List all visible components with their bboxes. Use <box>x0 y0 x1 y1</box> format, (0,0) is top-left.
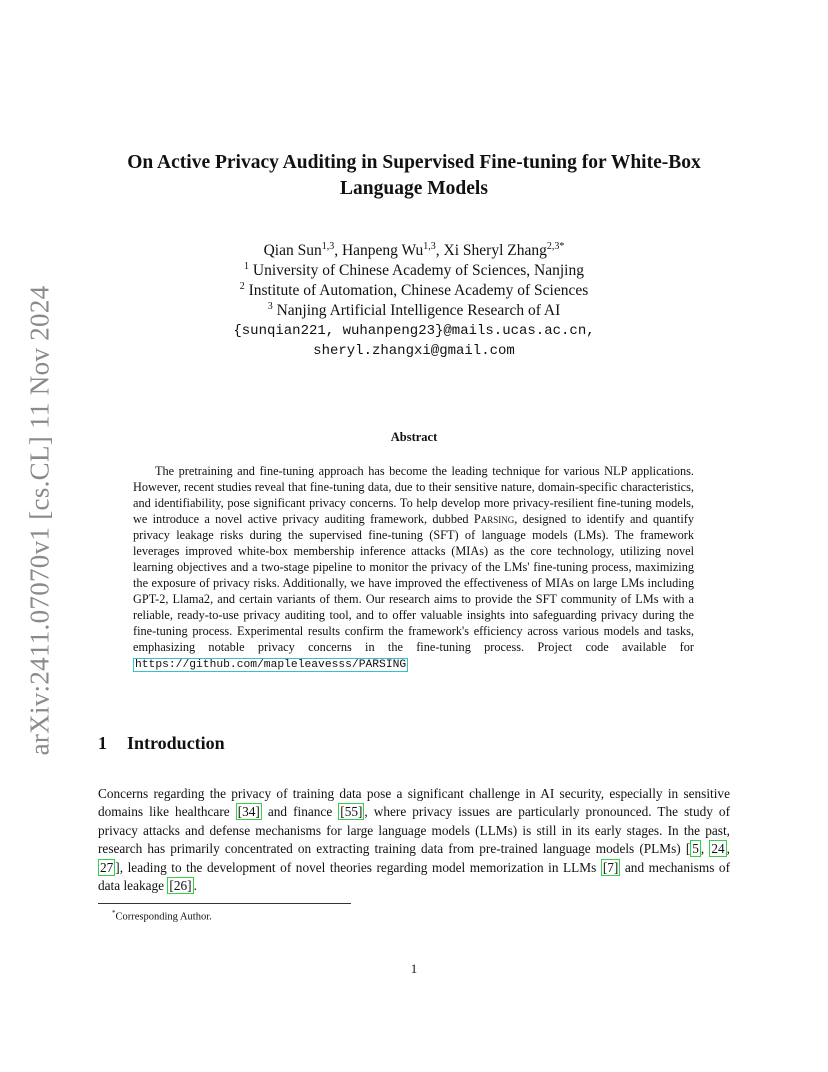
affiliation-sup: 3 <box>267 300 273 312</box>
author-affiliation-sup: 1,3 <box>321 240 335 252</box>
paper-title: On Active Privacy Auditing in Supervised Fine-tuning for White-Box Language Models <box>127 152 701 199</box>
author-block <box>100 241 728 361</box>
citation-bracket: ] <box>115 859 120 875</box>
affiliation-line <box>100 301 728 321</box>
intro-text: , leading to the development of novel theories regarding model memorization in LLMs <box>119 859 601 875</box>
framework-name: Parsing <box>473 512 515 526</box>
intro-text: . <box>193 878 197 894</box>
affiliation-text: University of Chinese Academy of Sciences, Nanjing <box>252 262 584 279</box>
citation-link[interactable]: 24 <box>711 841 725 857</box>
citation-link[interactable]: [26] <box>169 878 192 894</box>
introduction-paragraph: Concerns regarding the privacy of training data pose a significant challenge in AI security, especially in sensitive domains like healthcare [34] and finance [55] , where privacy issues are particularly pronounced. The study of privacy attacks and defense mechanisms for large language models (LLMs) is still in its early stages. In the past, research has primarily concentrated on extracting training data from pre-trained language models (PLMs) [ 5 , 24 , 27 ], leading to the development of novel theories regarding model memorization in LLMs [7] and mechanisms of data leakage [26] . <box>98 786 731 894</box>
abstract-paragraph <box>133 463 694 673</box>
author-names: Qian Sun$^{1,3}$, Hanpeng Wu$^{1,3}$, Xi Sheryl Zhang$^{2,3*}$ <box>263 240 565 259</box>
page-number: 1 <box>410 961 418 976</box>
author-name: Xi Sheryl Zhang <box>443 242 547 259</box>
affiliation-text: Institute of Automation, Chinese Academy of Sciences <box>248 282 589 299</box>
author-affiliation-sup: 1,3 <box>423 240 436 252</box>
intro-text: Concerns regarding the privacy of training data pose a significant challenge in AI security, especially in sensitive domains like healthcare <box>98 786 730 820</box>
author-name: Qian Sun <box>263 242 322 259</box>
section-heading <box>98 733 225 754</box>
affiliation-line <box>100 261 728 281</box>
project-code-link[interactable]: https://github.com/mapleleavesss/PARSING <box>135 659 407 671</box>
email-line: sheryl.zhangxi@gmail.com <box>313 343 515 359</box>
abstract-heading: Abstract <box>390 430 438 444</box>
footnote-divider <box>98 903 351 904</box>
email-line: {sunqian221, wuhanpeng23}@mails.ucas.ac.cn, <box>233 323 595 339</box>
arxiv-identifier-stamp <box>22 280 58 760</box>
section-number: 1 <box>98 733 107 753</box>
affiliation-text: Nanjing Artificial Intelligence Research of AI <box>276 302 561 319</box>
intro-text: and mechanisms of data leakage <box>98 859 730 894</box>
citation-link[interactable]: [7] <box>602 859 619 875</box>
intro-text: and finance <box>261 804 339 820</box>
citation-bracket: [ <box>685 841 691 857</box>
affiliation-sup: 1 <box>244 260 250 272</box>
arxiv-identifier-text: arXiv:2411.07070v1 [cs.CL] 11 Nov 2024 <box>24 285 55 755</box>
footnote-mark: * <box>112 909 116 917</box>
abstract-text: The pretraining and fine-tuning approach has become the leading technique for various NLP applications. However, recent studies reveal that fine-tuning data, due to their sensitive nature, domain-specific characteristics, and identifiability, pose significant privacy concerns. To help develop more privacy-resilient fine-tuning models, we introduce a novel active privacy auditing framework, dubbed <box>133 464 694 526</box>
citation-link[interactable]: [34] <box>237 804 260 820</box>
affiliation-sup: 2 <box>239 280 245 292</box>
section-title: Introduction <box>127 733 225 753</box>
citation-link[interactable]: 27 <box>100 859 114 875</box>
affiliation-line <box>100 281 728 301</box>
footnote-text: Corresponding Author. <box>115 911 212 923</box>
intro-text: , where privacy issues are particularly pronounced. The study of privacy attacks and defense mechanisms for large language models (LLMs) is still in its early stages. In the past, research has primarily concentrated on extracting training data from pre-trained language models (PLMs) <box>98 804 731 857</box>
author-affiliation-sup: 2,3* <box>546 240 565 252</box>
citation-link[interactable]: 5 <box>692 841 699 857</box>
citation-link[interactable]: [55] <box>340 804 363 820</box>
author-name: Hanpeng Wu <box>341 242 424 259</box>
abstract-text: , designed to identify and quantify privacy leakage risks during the supervised fine-tuning (SFT) of language models (LMs). The framework leverages improved white-box membership inference attacks (MIAs) as the core technology, utilizing novel learning objectives and a two-stage pipeline to monitor the privacy of the LMs' fine-tuning process, maximizing the exposure of privacy risks. Additionally, we have improved the effectiveness of MIAs on large LMs including GPT-2, Llama2, and certain variants of them. Our research aims to provide the SFT community of LMs with a reliable, ready-to-use privacy auditing tool, and to offer valuable insights into safeguarding privacy during the fine-tuning process. Experimental results confirm the framework's efficiency across various models and tasks, emphasizing notable privacy concerns in the fine-tuning process. Project code available for <box>133 512 694 654</box>
footnote <box>112 906 212 925</box>
